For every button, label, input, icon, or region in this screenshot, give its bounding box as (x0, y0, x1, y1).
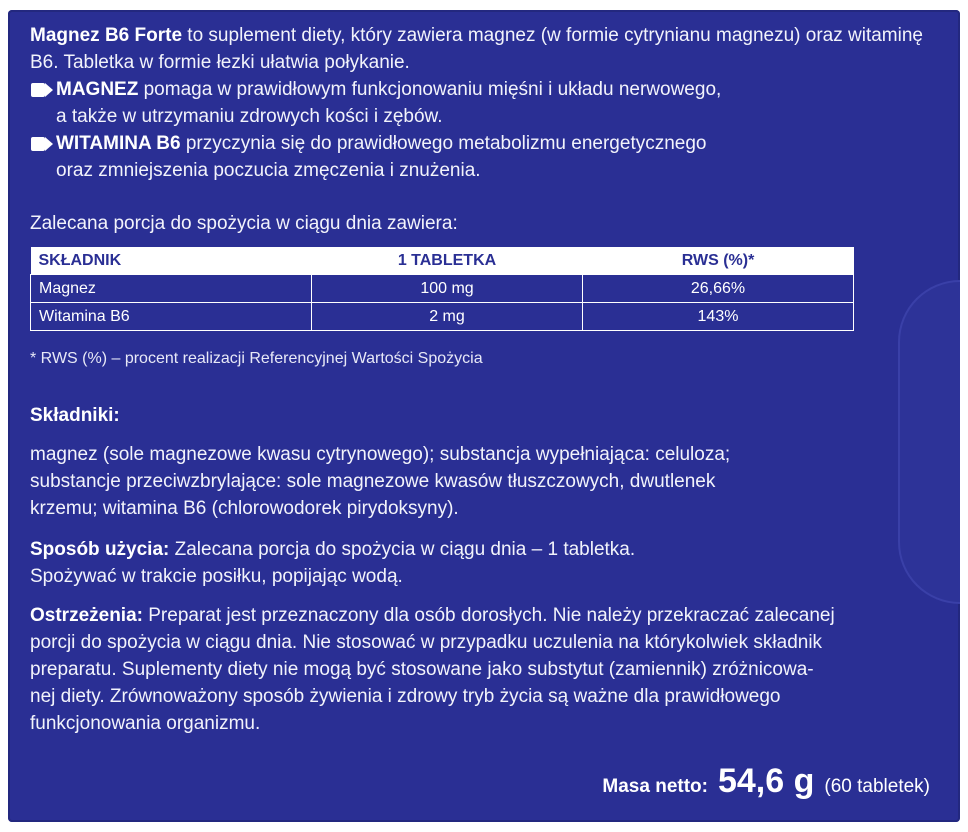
table-row (31, 303, 854, 331)
bullet-line-2: a także w utrzymaniu zdrowych kości i zębów. (56, 106, 443, 127)
cell-amount: 100 mg (312, 275, 583, 303)
net-weight-value: 54,6 g (717, 762, 815, 800)
bullet-line-2: oraz zmniejszenia poczucia zmęczenia i znużenia. (56, 160, 481, 181)
bullet-text: pomaga w prawidłowym funkcjonowaniu mięśni i układu nerwowego, (138, 79, 722, 100)
bullet-text: przyczynia się do prawidłowego metabolizmu energetycznego (180, 133, 707, 154)
portion-heading: Zalecana porcja do spożycia w ciągu dnia zawiera: (30, 213, 458, 234)
label-content (30, 22, 930, 737)
ingredients-line: krzemu; witamina B6 (chlorowodorek pirydoksyny). (30, 498, 459, 519)
cell-ingredient: Magnez (31, 275, 312, 303)
table-header-row (31, 247, 854, 275)
warnings-text: Preparat jest przeznaczony dla osób dorosłych. Nie należy przekraczać zalecanej (142, 605, 835, 626)
cell-rws: 143% (583, 303, 854, 331)
cell-ingredient: Witamina B6 (31, 303, 312, 331)
bullet-label: WITAMINA B6 (56, 133, 181, 154)
usage-line (30, 536, 930, 563)
arrow-right-icon (30, 83, 56, 97)
intro-paragraph (30, 22, 930, 76)
bullet-line (56, 130, 707, 157)
warnings-line: preparatu. Suplementy diety nie mogą być stosowane jako substytut (zamiennik) zróżnicowa- (30, 659, 814, 680)
bullet-label: MAGNEZ (56, 79, 139, 100)
warnings-line: funkcjonowania organizmu. (30, 713, 261, 734)
header-tablet: 1 TABLETKA (397, 251, 497, 269)
product-name: Magnez B6 Forte (30, 25, 183, 46)
usage-line-2: Spożywać w trakcie posiłku, popijając wodą. (30, 566, 403, 587)
rws-footnote: * RWS (%) – procent realizacji Referencyjnej Wartości Spożycia (30, 350, 483, 367)
header-ingredient: SKŁADNIK (38, 251, 122, 269)
net-weight-label: Masa netto: (602, 776, 708, 797)
bullet-magnez (30, 76, 930, 130)
warnings-line: porcji do spożycia w ciągu dnia. Nie stosować w przypadku uczulenia na którykolwiek składnik (30, 632, 823, 653)
cell-amount: 2 mg (312, 303, 583, 331)
tablet-count: (60 tabletek) (824, 776, 930, 797)
warnings-line (30, 602, 930, 629)
nutrition-table (30, 247, 854, 331)
arrow-right-icon (30, 137, 56, 151)
bullet-line (56, 76, 721, 103)
ingredients-text (30, 441, 930, 522)
ingredients-heading: Składniki: (30, 405, 120, 426)
warnings-label: Ostrzeżenia: (30, 605, 143, 626)
bullet-witamina (30, 130, 930, 184)
table-row (31, 275, 854, 303)
usage-label: Sposób użycia: (30, 539, 170, 560)
warnings-line: nej diety. Zrównoważony sposób żywienia i zdrowy tryb życia są ważne dla prawidłowego (30, 686, 781, 707)
usage-section (30, 536, 930, 590)
ingredients-line: substancje przeciwzbrylające: sole magnezowe kwasów tłuszczowych, dwutlenek (30, 471, 716, 492)
cell-rws: 26,66% (583, 275, 854, 303)
warnings-section (30, 602, 930, 737)
intro-text: to suplement diety, który zawiera magnez (w formie cytrynianu magnezu) oraz witaminę B6. Tabletka w formie łezki ułatwia połykanie. (30, 25, 923, 73)
net-weight (602, 762, 930, 801)
usage-text: Zalecana porcja do spożycia w ciągu dnia – 1 tabletka. (169, 539, 636, 560)
header-rws: RWS (%)* (681, 251, 755, 269)
ingredients-line: magnez (sole magnezowe kwasu cytrynowego); substancja wypełniająca: celuloza; (30, 444, 731, 465)
